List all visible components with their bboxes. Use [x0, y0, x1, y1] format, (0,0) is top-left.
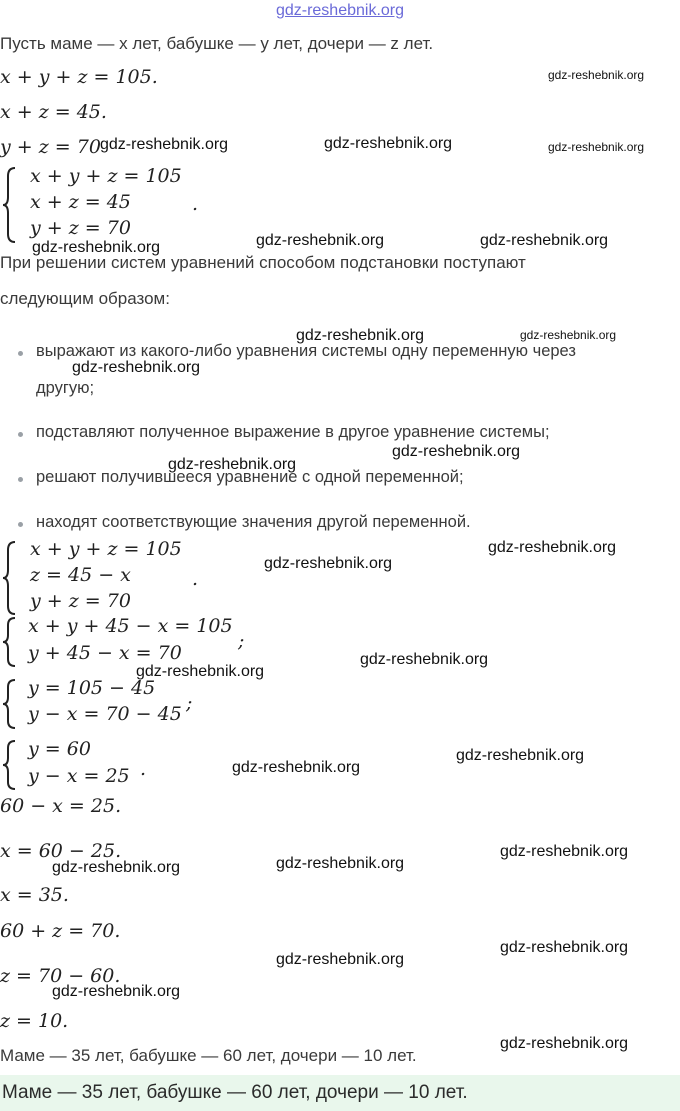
step-6: z = 10.	[0, 1010, 69, 1032]
system4-end: ;	[186, 692, 193, 714]
system2-row-3: y + z = 70	[30, 590, 131, 612]
watermark: gdz-reshebnik.org	[52, 983, 181, 1000]
watermark: gdz-reshebnik.org	[276, 855, 405, 872]
system4-row-2: y − x = 70 − 45	[28, 703, 182, 725]
watermark: gdz-reshebnik.org	[136, 663, 265, 680]
result-text: Маме — 35 лет, бабушке — 60 лет, дочери — 10 лет.	[0, 1046, 417, 1065]
watermark: gdz-reshebnik.org	[276, 951, 405, 968]
bullet-4: находят соответствующие значения другой переменной.	[36, 513, 471, 531]
bullet-3: решают получившееся уравнение с одной переменной;	[36, 468, 464, 486]
watermark: gdz-reshebnik.org	[456, 747, 585, 764]
step-3: x = 35.	[0, 884, 69, 906]
watermark: gdz-reshebnik.org	[548, 140, 645, 154]
system5-brace	[2, 739, 18, 791]
bullet-dot	[18, 432, 23, 437]
system5-row-2: y − x = 25	[28, 765, 130, 787]
equation-2: x + z = 45.	[0, 101, 107, 123]
system1-row-1: x + y + z = 105	[30, 165, 182, 187]
system3-row-2: y + 45 − x = 70	[28, 642, 182, 664]
system3-end: ;	[238, 630, 245, 652]
system2-row-2: z = 45 − x	[30, 564, 131, 586]
header-site-link[interactable]: gdz-reshebnik.org	[275, 2, 405, 19]
watermark: gdz-reshebnik.org	[256, 232, 385, 249]
watermark: gdz-reshebnik.org	[264, 555, 393, 572]
system5-end: .	[140, 758, 147, 780]
bullet-dot	[18, 477, 23, 482]
watermark: gdz-reshebnik.org	[500, 1035, 629, 1052]
bullet-1-line-1: выражают из какого-либо уравнения системы одну переменную через	[36, 342, 576, 360]
system2-row-1: x + y + z = 105	[30, 538, 182, 560]
system1-end: .	[192, 193, 199, 215]
watermark: gdz-reshebnik.org	[548, 68, 645, 82]
system1-row-3: y + z = 70	[30, 217, 131, 239]
answer-text: Маме — 35 лет, бабушке — 60 лет, дочери — 10 лет.	[2, 1082, 468, 1103]
step-4: 60 + z = 70.	[0, 920, 121, 942]
watermark: gdz-reshebnik.org	[360, 651, 489, 668]
step-5: z = 70 − 60.	[0, 965, 121, 987]
system3-row-1: x + y + 45 − x = 105	[28, 615, 233, 637]
bullet-1-line-2: другую;	[36, 379, 95, 397]
system1-brace	[2, 166, 18, 244]
system1-row-2: x + z = 45	[30, 191, 131, 213]
bullet-dot	[18, 351, 23, 356]
watermark: gdz-reshebnik.org	[72, 359, 201, 376]
watermark: gdz-reshebnik.org	[500, 843, 629, 860]
equation-1: x + y + z = 105.	[0, 66, 158, 88]
watermark: gdz-reshebnik.org	[296, 327, 425, 344]
watermark: gdz-reshebnik.org	[500, 939, 629, 956]
method-line-2: следующим образом:	[0, 289, 170, 308]
watermark: gdz-reshebnik.org	[520, 328, 617, 342]
system2-end: .	[192, 568, 199, 590]
watermark: gdz-reshebnik.org	[480, 232, 609, 249]
method-line-1: При решении систем уравнений способом подстановки поступают	[0, 253, 526, 272]
intro-text: Пусть маме — x лет, бабушке — y лет, дочери — z лет.	[0, 34, 434, 53]
system3-brace	[2, 616, 18, 668]
system5-row-1: y = 60	[28, 738, 91, 760]
watermark: gdz-reshebnik.org	[488, 539, 617, 556]
equation-3: y + z = 70	[0, 136, 101, 158]
watermark: gdz-reshebnik.org	[52, 859, 181, 876]
watermark: gdz-reshebnik.org	[232, 759, 361, 776]
system4-row-1: y = 105 − 45	[28, 677, 156, 699]
watermark: gdz-reshebnik.org	[100, 136, 229, 153]
bullet-dot	[18, 522, 23, 527]
system2-brace	[2, 540, 18, 616]
step-2: x = 60 − 25.	[0, 840, 122, 862]
bullet-2: подставляют полученное выражение в другое уравнение системы;	[36, 423, 550, 441]
watermark: gdz-reshebnik.org	[32, 239, 161, 256]
watermark: gdz-reshebnik.org	[324, 135, 453, 152]
watermark: gdz-reshebnik.org	[392, 443, 521, 460]
system4-brace	[2, 678, 18, 730]
watermark: gdz-reshebnik.org	[168, 456, 297, 473]
step-1: 60 − x = 25.	[0, 795, 122, 817]
